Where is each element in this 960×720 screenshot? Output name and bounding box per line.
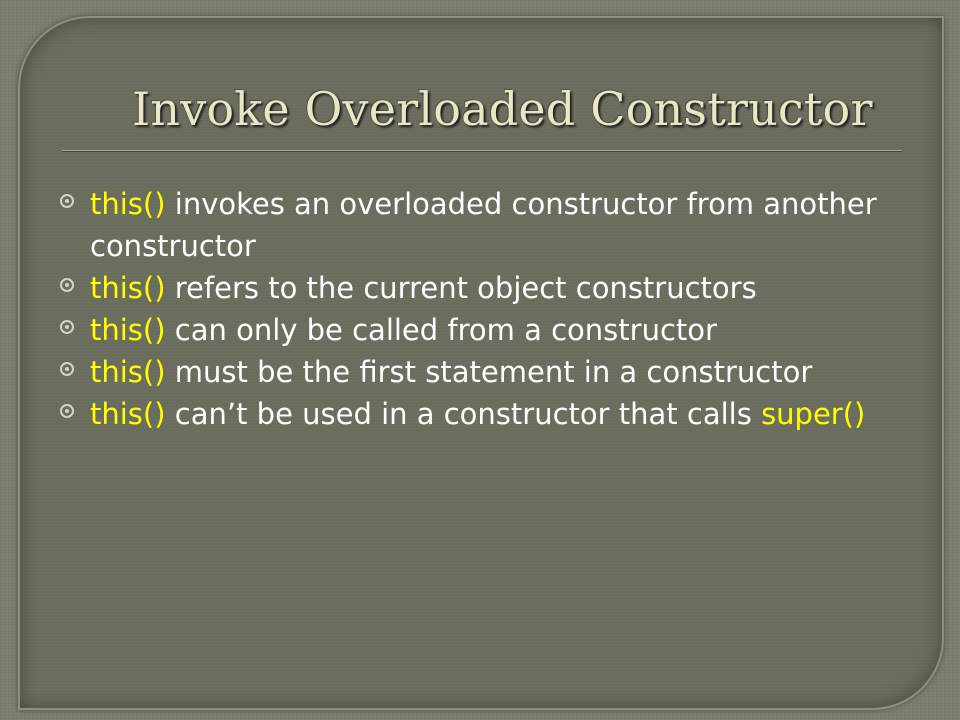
bullet-keyword: this() — [90, 187, 166, 221]
bullet-text: invokes an overloaded constructor from another constructor — [90, 187, 877, 263]
bullet-keyword: this() — [90, 397, 166, 431]
slide-title: Invoke Overloaded Constructor — [132, 82, 873, 136]
bullet-item — [60, 309, 880, 351]
circled-dot-icon — [60, 404, 74, 418]
bullet-keyword: this() — [90, 313, 166, 347]
bullet-text: must be the first statement in a constructor — [165, 355, 813, 389]
circled-dot-icon — [60, 320, 74, 334]
bullet-item — [60, 267, 880, 309]
circled-dot-icon — [60, 278, 74, 292]
circled-dot-icon — [60, 362, 74, 376]
bullet-list — [60, 183, 880, 435]
circled-dot-icon — [60, 194, 74, 208]
bullet-keyword: this() — [90, 271, 166, 305]
bullet-item — [60, 393, 880, 435]
bullet-text: refers to the current object constructors — [165, 271, 757, 305]
bullet-keyword-super: super() — [761, 397, 866, 431]
bullet-text: can’t be used in a constructor that calls — [165, 397, 762, 431]
bullet-item — [60, 183, 880, 267]
bullet-item — [60, 351, 880, 393]
bullet-text: can only be called from a constructor — [165, 313, 717, 347]
bullet-keyword: this() — [90, 355, 166, 389]
title-divider — [62, 150, 902, 151]
